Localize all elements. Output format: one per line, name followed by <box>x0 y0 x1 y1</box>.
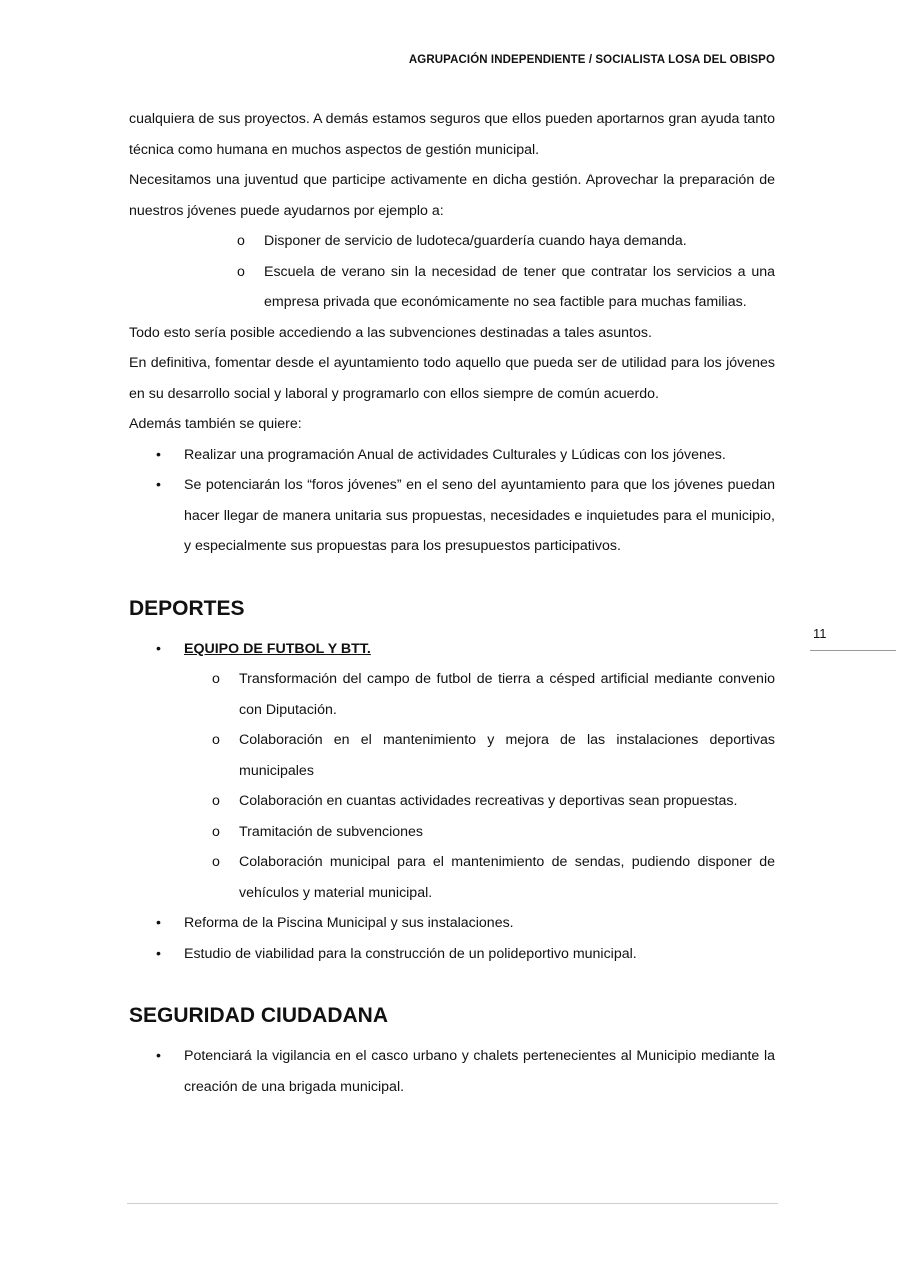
team-sub-list <box>212 664 775 908</box>
circle-bullet-icon: o <box>237 233 245 249</box>
intro-paragraph-3: Todo esto sería posible accediendo a las subvenciones destinadas a tales asuntos. <box>129 324 652 341</box>
list-item: o Escuela de verano sin la necesidad de tener que contratar los servicios a una empresa privada que económicamente no sea factible para muchas familias. <box>264 257 775 318</box>
section-heading-seguridad: SEGURIDAD CIUDADANA <box>129 1004 389 1027</box>
bullet-icon: • <box>156 640 161 657</box>
list-item: o Colaboración en cuantas actividades recreativas y deportivas sean propuestas. <box>239 786 775 817</box>
page-number: 11 <box>813 626 827 641</box>
circle-bullet-icon: o <box>212 854 220 870</box>
section-heading-deportes: DEPORTES <box>129 596 245 620</box>
list-item: • Potenciará la vigilancia en el casco urbano y chalets pertenecientes al Municipio mediante la creación de una brigada municipal. <box>184 1041 775 1102</box>
bullet-icon: • <box>156 1048 161 1064</box>
circle-bullet-icon: o <box>212 732 220 748</box>
bullet-icon: • <box>156 915 161 931</box>
list-item: o Disponer de servicio de ludoteca/guardería cuando haya demanda. <box>264 226 775 257</box>
list-item: o Colaboración municipal para el mantenimiento de sendas, pudiendo disponer de vehículos y material municipal. <box>239 847 775 908</box>
intro-paragraph-2: Necesitamos una juventud que participe activamente en dicha gestión. Aprovechar la preparación de nuestros jóvenes puede ayudarnos por ejemplo a: <box>129 172 775 219</box>
intro-paragraph-1: cualquiera de sus proyectos. A demás estamos seguros que ellos pueden aportarnos gran ayuda tanto técnica como humana en muchos aspectos de gestión municipal. <box>129 111 775 158</box>
intro-bullet-list <box>129 440 775 562</box>
bullet-icon: • <box>156 477 161 493</box>
list-item: • Reforma de la Piscina Municipal y sus instalaciones. <box>184 908 775 939</box>
list-item: • Realizar una programación Anual de actividades Culturales y Lúdicas con los jóvenes. <box>184 440 775 471</box>
list-item: o Transformación del campo de futbol de tierra a césped artificial mediante convenio con Diputación. <box>239 664 775 725</box>
deportes-list <box>129 634 775 665</box>
intro-paragraph-5: Además también se quiere: <box>129 416 302 432</box>
page-body <box>129 104 775 1102</box>
list-item: o Colaboración en el mantenimiento y mejora de las instalaciones deportivas municipales <box>239 725 775 786</box>
bullet-icon: • <box>156 945 161 962</box>
list-item <box>156 634 775 665</box>
intro-sub-list <box>237 226 775 318</box>
document-header: AGRUPACIÓN INDEPENDIENTE / SOCIALISTA LOSA DEL OBISPO <box>408 54 775 66</box>
list-item: • Se potenciarán los “foros jóvenes” en el seno del ayuntamiento para que los jóvenes puedan hacer llegar de manera unitaria sus propuestas, necesidades e inquietudes para el municipio, y especialmente sus propuestas para los presupuestos participativos. <box>184 470 775 562</box>
deportes-bullet-list <box>129 908 775 969</box>
intro-paragraph-4: En definitiva, fomentar desde el ayuntamiento todo aquello que pueda ser de utilidad para los jóvenes en su desarrollo social y laboral y programarlo con ellos siempre de común acuerdo. <box>129 355 775 402</box>
circle-bullet-icon: o <box>212 823 220 840</box>
footer-rule <box>127 1203 778 1204</box>
circle-bullet-icon: o <box>237 263 245 280</box>
seguridad-list <box>129 1041 775 1102</box>
circle-bullet-icon: o <box>212 793 220 809</box>
team-label: EQUIPO DE FUTBOL Y BTT. <box>184 640 371 657</box>
list-item: o Tramitación de subvenciones <box>239 817 775 848</box>
page-number-rule <box>810 650 896 651</box>
circle-bullet-icon: o <box>212 671 220 687</box>
bullet-icon: • <box>156 446 161 463</box>
list-item: • Estudio de viabilidad para la construcción de un polideportivo municipal. <box>184 939 775 970</box>
